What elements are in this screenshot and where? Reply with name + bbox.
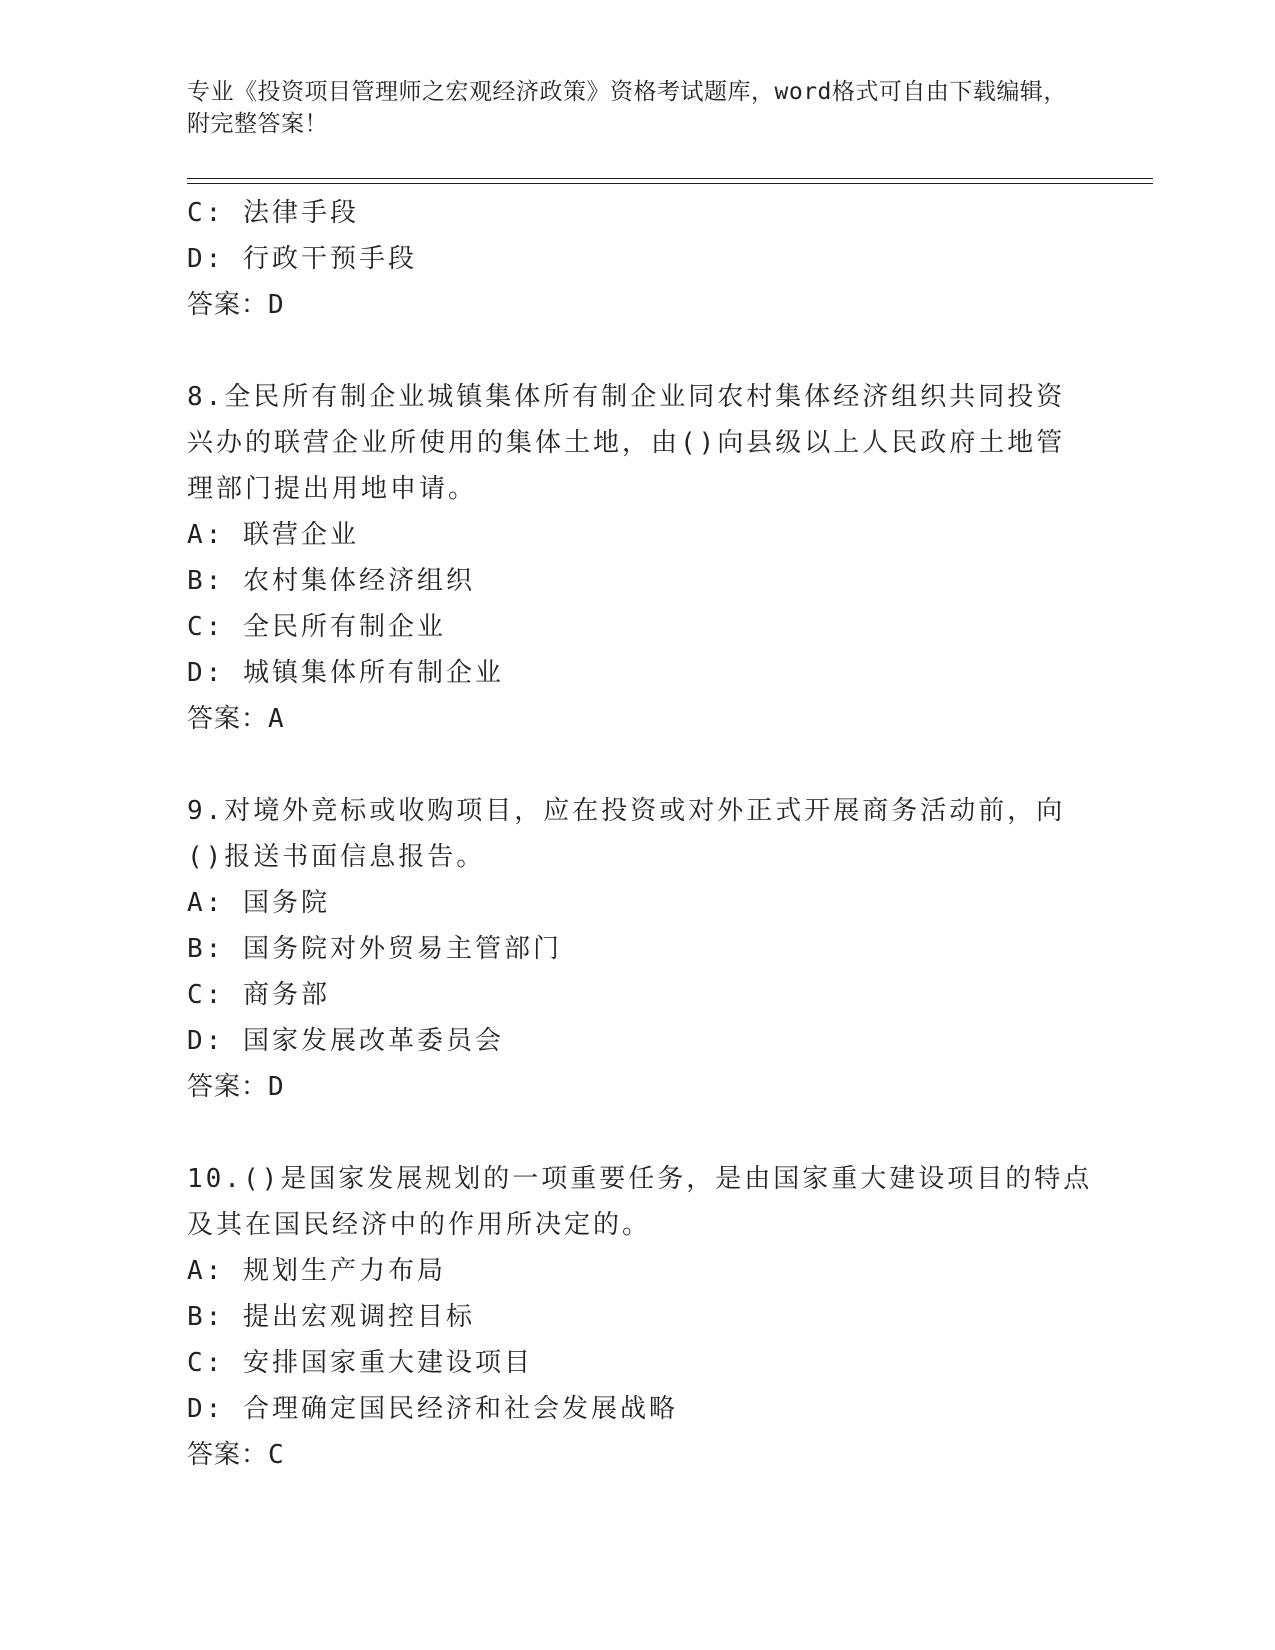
option-letter: D: [187,1394,225,1424]
option-text: 国家发展改革委员会 [242,1026,504,1056]
option-letter: A: [187,520,225,550]
option-letter: C: [187,980,225,1010]
answer-line: 答案：D [187,290,285,320]
option-text: 提出宏观调控目标 [242,1302,475,1332]
option-text: 合理确定国民经济和社会发展战略 [242,1394,678,1424]
header-divider-bottom [187,183,1153,184]
header-divider-top [187,178,1153,179]
option-text: 农村集体经济组织 [242,566,475,596]
option-c [187,604,1077,650]
option-text: 全民所有制企业 [242,612,446,642]
option-text: 联营企业 [242,520,359,550]
option-letter: D: [187,658,225,688]
option-b [187,1294,1077,1340]
option-a [187,880,1077,926]
question-10 [187,1156,1093,1478]
answer-line: 答案：D [187,1072,285,1102]
option-letter: D: [187,1026,225,1056]
answer-line: 答案：A [187,704,285,734]
option-letter: D: [187,244,225,274]
option-letter: B: [187,566,225,596]
question-content [187,190,1093,1478]
option-letter: A: [187,1256,225,1286]
option-text: 安排国家重大建设项目 [242,1348,533,1378]
question-stem-line: 9.对境外竞标或收购项目，应在投资或对外正式开展商务活动前，向 [187,796,1066,826]
option-text: 法律手段 [242,198,359,228]
question-9 [187,788,1077,1110]
option-text: 城镇集体所有制企业 [242,658,504,688]
document-header: 专业《投资项目管理师之宏观经济政策》资格考试题库，word格式可自由下载编辑，附完整答案！ [187,79,1067,137]
answer-line: 答案：C [187,1440,285,1470]
option-text: 国务院 [242,888,330,918]
question-stem-line: 10.()是国家发展规划的一项重要任务，是由国家重大建设项目的特点 [187,1164,1093,1194]
option-b [187,926,1077,972]
option-letter: C: [187,1348,225,1378]
option-letter: B: [187,1302,225,1332]
option-b [187,558,1077,604]
option-a [187,1248,1077,1294]
question-fragment [187,190,1077,328]
question-stem-line: 及其在国民经济中的作用所决定的。 [187,1210,652,1240]
option-c [187,190,1077,236]
question-stem-line: 理部门提出用地申请。 [187,474,478,504]
option-letter: A: [187,888,225,918]
option-d [187,1018,1077,1064]
option-text: 国务院对外贸易主管部门 [242,934,562,964]
question-stem-line: ()报送书面信息报告。 [187,842,486,872]
option-text: 行政干预手段 [242,244,417,274]
option-c [187,1340,1077,1386]
option-text: 商务部 [242,980,330,1010]
option-d [187,650,1077,696]
question-8 [187,374,1077,742]
option-letter: C: [187,198,225,228]
option-letter: B: [187,934,225,964]
option-letter: C: [187,612,225,642]
question-stem-line: 兴办的联营企业所使用的集体土地，由()向县级以上人民政府土地管 [187,428,1066,458]
option-d [187,236,1077,282]
option-text: 规划生产力布局 [242,1256,446,1286]
option-d [187,1386,1077,1432]
option-c [187,972,1077,1018]
question-stem-line: 8.全民所有制企业城镇集体所有制企业同农村集体经济组织共同投资 [187,382,1066,412]
option-a [187,512,1077,558]
